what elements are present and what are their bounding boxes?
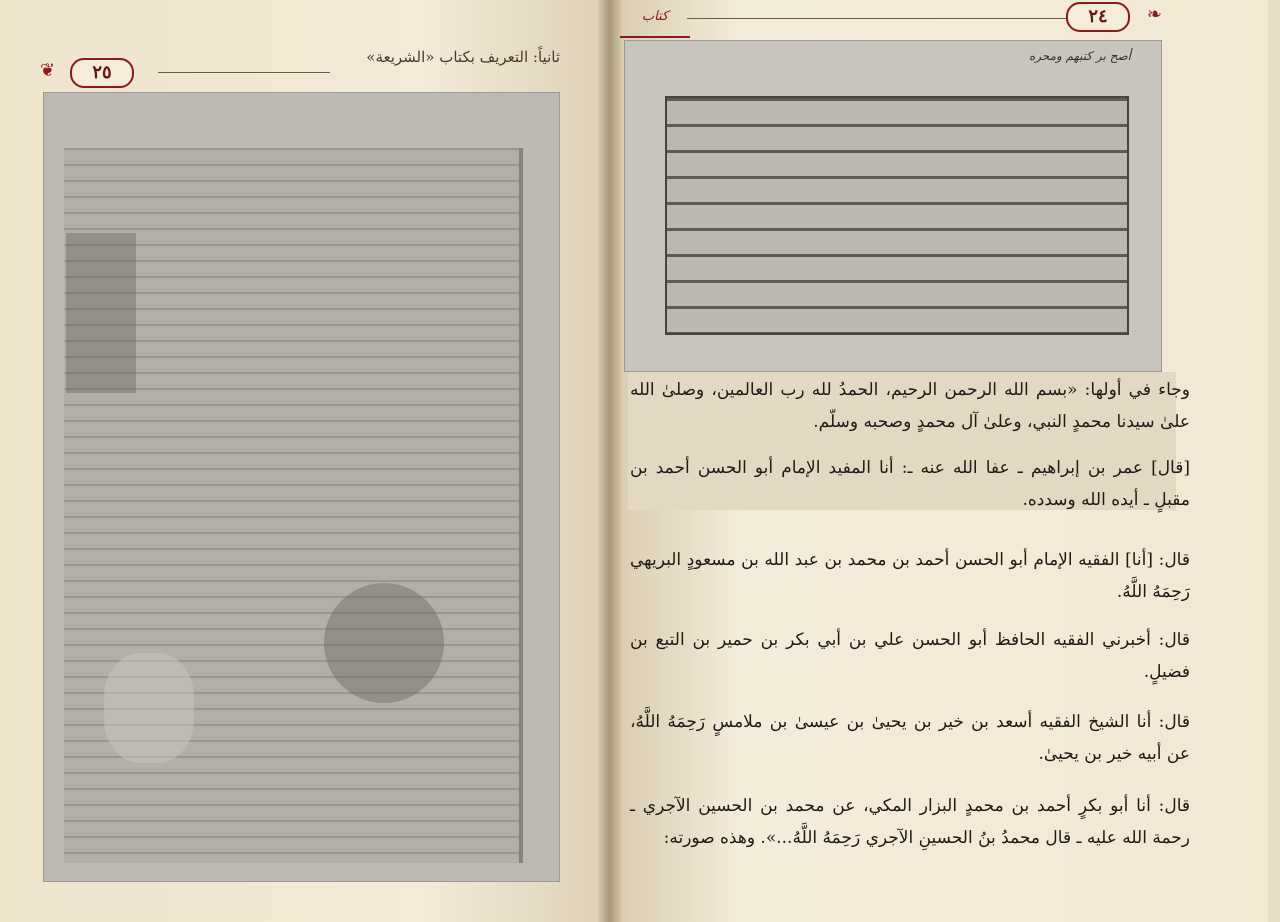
left-page-number: ٢٥ bbox=[70, 58, 134, 88]
paragraph: قال: أنا الشيخ الفقيه أسعد بن خير بن يحيىٰ بن عيسىٰ بن ملامسٍ رَحِمَهُ اللَّهُ، عن أبيه خير بن يحيىٰ. bbox=[630, 712, 1190, 764]
ornament-icon: ❧ bbox=[1146, 4, 1162, 25]
left-page-header bbox=[40, 46, 560, 86]
manuscript-stain bbox=[104, 653, 194, 763]
manuscript-stain bbox=[324, 583, 444, 703]
manuscript-sheet bbox=[665, 96, 1129, 335]
paragraph: [قال] عمر بن إبراهيم ـ عفا الله عنه ـ: أنا المفيد الإمام أبو الحسن أحمد بن مقبلٍ ـ أيده الله وسدده. bbox=[630, 458, 1190, 510]
book-spine bbox=[598, 0, 622, 922]
book-logo: كتاب bbox=[620, 0, 690, 38]
right-page-number: ٢٤ bbox=[1066, 2, 1130, 32]
header-rule bbox=[687, 18, 1082, 19]
running-title: ثانياً: التعريف بكتاب «الشريعة» bbox=[366, 48, 560, 66]
manuscript-note: أصح بر كتبهم ومحره bbox=[1028, 49, 1131, 63]
ornament-icon: ❦ bbox=[40, 60, 56, 81]
paragraph: قال: [أنا] الفقيه الإمام أبو الحسن أحمد بن محمد بن عبد الله بن مسعودٍ البريهي رَحِمَهُ اللَّهُ. bbox=[630, 550, 1190, 602]
paragraph: قال: أخبرني الفقيه الحافظ أبو الحسن علي بن أبي بكر بن حمير بن التبع بن فضيلٍ. bbox=[630, 630, 1190, 682]
manuscript-image-left bbox=[43, 92, 560, 882]
manuscript-stain bbox=[66, 233, 136, 393]
page-edge bbox=[1268, 0, 1280, 922]
manuscript-image-right bbox=[624, 40, 1162, 372]
paragraph: وجاء في أولها: «بسم الله الرحمن الرحيم، الحمدُ لله رب العالمين، وصلىٰ الله علىٰ سيدنا محمدٍ النبي، وعلىٰ آل محمدٍ وصحبه وسلّم. bbox=[630, 380, 1190, 432]
right-page-header bbox=[612, 0, 1172, 40]
paragraph: قال: أنا أبو بكرٍ أحمد بن محمدٍ البزار المكي، عن محمد بن الحسين الآجري ـ رحمة الله عليه ـ قال محمدُ بنُ الحسينِ الآجري رَحِمَهُ اللَّهُ...». وهذه صورته: bbox=[630, 796, 1190, 848]
header-rule bbox=[158, 72, 330, 73]
